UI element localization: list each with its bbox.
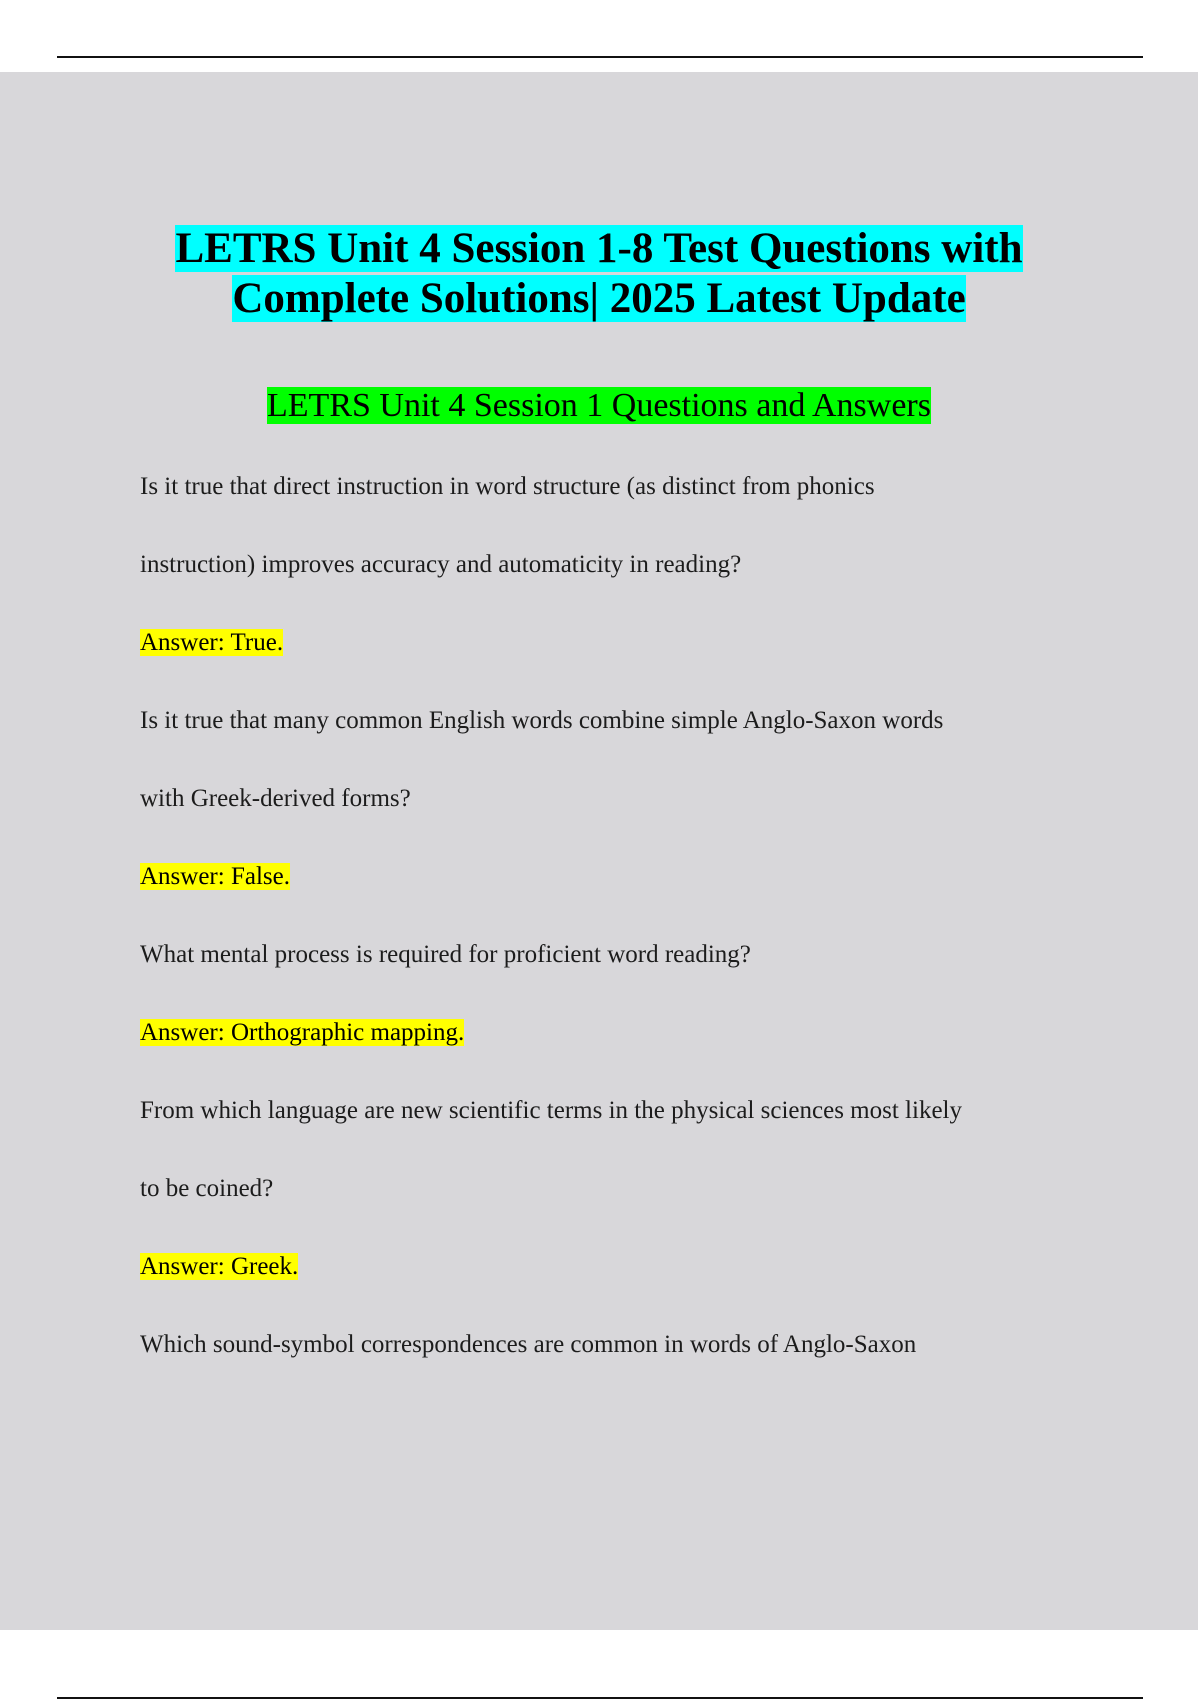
question-text: Is it true that many common English words combine simple Anglo-Saxon words [140, 707, 944, 734]
title-line-2: Complete Solutions| 2025 Latest Update [232, 275, 966, 322]
top-rule [57, 56, 1143, 58]
section-heading-text: LETRS Unit 4 Session 1 Questions and Answers [267, 387, 931, 424]
answer-line [140, 628, 1070, 658]
question-line [140, 1330, 1070, 1360]
question-line [140, 784, 1070, 814]
question-text: Is it true that direct instruction in word structure (as distinct from phonics [140, 473, 875, 500]
question-text: with Greek-derived forms? [140, 785, 411, 812]
bottom-rule [57, 1697, 1143, 1699]
answer-text: Answer: True. [140, 629, 284, 656]
document-page [0, 72, 1198, 1630]
question-text: Which sound-symbol correspondences are common in words of Anglo-Saxon [140, 1331, 917, 1358]
answer-line [140, 862, 1070, 892]
question-text: to be coined? [140, 1175, 274, 1202]
answer-line [140, 1018, 1070, 1048]
question-line [140, 1174, 1070, 1204]
title-line-1: LETRS Unit 4 Session 1-8 Test Questions with [175, 225, 1023, 272]
section-heading [0, 386, 1198, 426]
answer-text: Answer: False. [140, 863, 290, 890]
answer-text: Answer: Greek. [140, 1253, 299, 1280]
question-line [140, 550, 1070, 580]
question-line [140, 706, 1070, 736]
question-line [140, 472, 1070, 502]
question-text: instruction) improves accuracy and automaticity in reading? [140, 551, 742, 578]
document-title [0, 224, 1198, 324]
question-line [140, 1096, 1070, 1126]
answer-text: Answer: Orthographic mapping. [140, 1019, 465, 1046]
question-text: From which language are new scientific terms in the physical sciences most likely [140, 1097, 962, 1124]
answer-line [140, 1252, 1070, 1282]
question-line [140, 940, 1070, 970]
question-text: What mental process is required for proficient word reading? [140, 941, 751, 968]
qa-content [140, 472, 1070, 1408]
